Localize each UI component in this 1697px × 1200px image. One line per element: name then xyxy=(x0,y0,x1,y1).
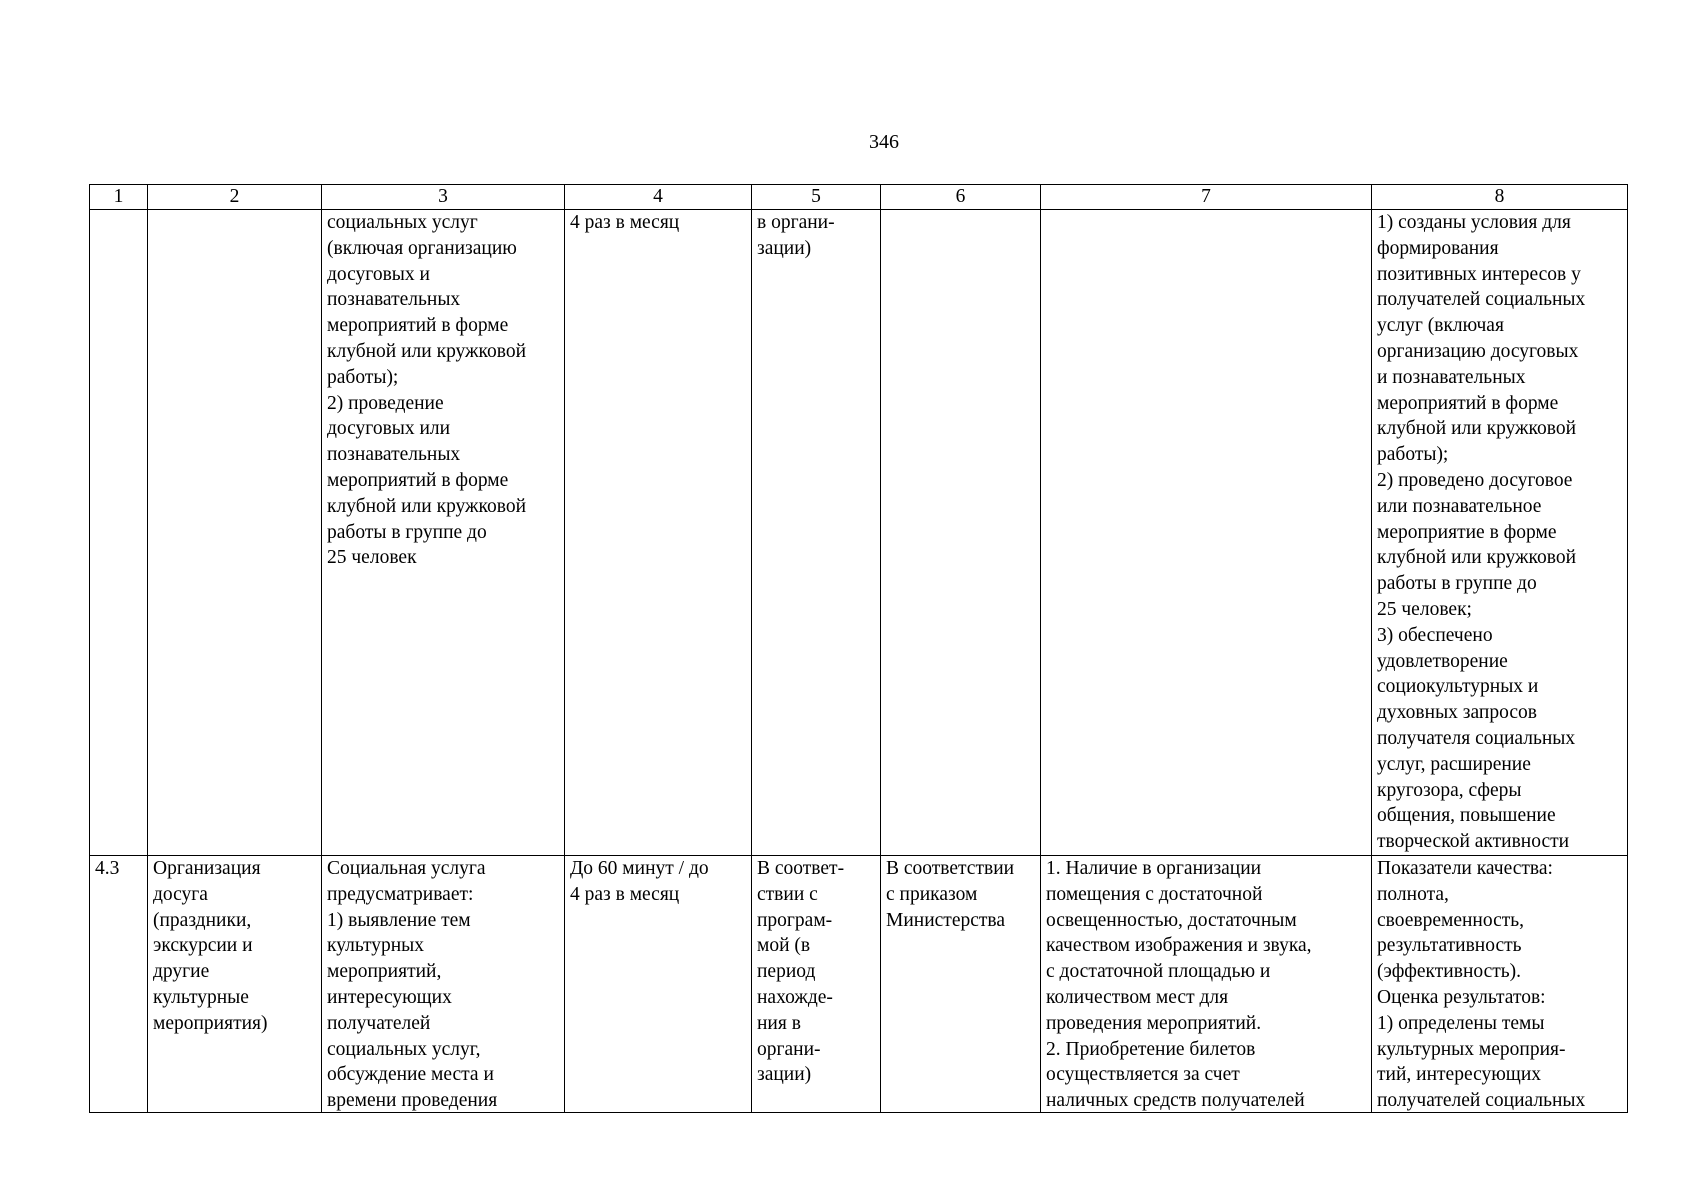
cell-text-line: осуществляется за счет xyxy=(1046,1064,1240,1086)
cell-text-line: период xyxy=(757,961,816,983)
cell-text-line: организацию досуговых xyxy=(1377,340,1579,362)
cell-text-line: качеством изображения и звука, xyxy=(1046,935,1312,957)
cell-text-line: Социальная услуга xyxy=(327,857,486,879)
cell-text-line: До 60 минут / до xyxy=(570,857,709,879)
cell-text-line: досуга xyxy=(153,883,208,905)
cell-text-line: клубной или кружковой xyxy=(327,340,527,362)
cell-text-line: клубной или кружковой xyxy=(327,495,527,517)
cell-text-line: 2) проведено досуговое xyxy=(1377,469,1573,491)
terms-cell xyxy=(752,210,881,856)
conditions-cell xyxy=(1041,855,1372,1112)
cell-text-line: 1) созданы условия для xyxy=(1377,212,1571,233)
cell-text-line: 25 человек; xyxy=(1377,598,1472,620)
cell-text-line: работы); xyxy=(1377,444,1449,466)
cell-text-line: культурных мероприя- xyxy=(1377,1038,1566,1060)
service-description-cell xyxy=(322,210,565,856)
cell-text-line: получателей xyxy=(327,1012,431,1034)
service-name-cell xyxy=(148,210,322,856)
cell-text-line: или познавательное xyxy=(1377,495,1542,517)
cell-text-line: обсуждение места и xyxy=(327,1064,494,1086)
standard-cell xyxy=(881,855,1041,1112)
cell-text-line: зации) xyxy=(757,1064,812,1086)
quality-indicators-cell xyxy=(1372,855,1628,1112)
cell-text-line: зации) xyxy=(757,237,812,259)
cell-text-line: количеством мест для xyxy=(1046,986,1229,1008)
standard-cell xyxy=(881,210,1041,856)
cell-text-line: 4 раз в месяц xyxy=(570,883,680,905)
cell-text-line: ствии с xyxy=(757,883,818,905)
cell-text-line: времени проведения xyxy=(327,1090,498,1112)
cell-text-line: познавательных xyxy=(327,444,461,466)
cell-text-line: В соответствии xyxy=(886,857,1015,879)
cell-text-line: творческой активности xyxy=(1377,831,1570,853)
cell-text-line: мероприятий в форме xyxy=(1377,392,1559,414)
column-header: 7 xyxy=(1041,185,1372,210)
cell-text-line: экскурсии и xyxy=(153,935,253,957)
quality-indicators-cell xyxy=(1372,210,1628,856)
cell-text-line: тий, интересующих xyxy=(1377,1064,1541,1086)
duration-cell xyxy=(565,855,752,1112)
header-row xyxy=(90,185,1628,210)
cell-text-line: ния в xyxy=(757,1012,801,1034)
column-header: 2 xyxy=(148,185,322,210)
cell-text-line: работы в группе до xyxy=(1377,573,1537,595)
cell-text-line: освещенностью, достаточным xyxy=(1046,909,1297,931)
cell-text-line: мероприятие в форме xyxy=(1377,521,1557,543)
terms-cell xyxy=(752,855,881,1112)
cell-text-line: Оценка результатов: xyxy=(1377,986,1546,1008)
cell-text-line: социальных услуг xyxy=(327,212,478,233)
cell-text-line: 4 раз в месяц xyxy=(570,212,680,233)
conditions-cell xyxy=(1041,210,1372,856)
cell-text-line: (праздники, xyxy=(153,909,252,931)
cell-text-line: (эффективность). xyxy=(1377,961,1522,983)
cell-text-line: нахожде- xyxy=(757,986,833,1008)
cell-text-line: познавательных xyxy=(327,289,461,311)
cell-text-line: социальных услуг, xyxy=(327,1038,481,1060)
cell-text-line: досуговых или xyxy=(327,418,451,440)
cell-text-line: социокультурных и xyxy=(1377,676,1539,698)
cell-text-line: с достаточной площадью и xyxy=(1046,961,1271,983)
cell-text-line: 1) определены темы xyxy=(1377,1012,1545,1034)
column-header: 4 xyxy=(565,185,752,210)
cell-text-line: клубной или кружковой xyxy=(1377,547,1577,569)
cell-text-line: предусматривает: xyxy=(327,883,474,905)
number-cell xyxy=(90,855,148,1112)
cell-text-line: Организация xyxy=(153,857,261,879)
cell-text-line: культурных xyxy=(327,935,425,957)
cell-text-line: проведения мероприятий. xyxy=(1046,1012,1262,1034)
service-description-cell xyxy=(322,855,565,1112)
cell-text-line: другие xyxy=(153,961,210,983)
table-row xyxy=(90,210,1628,856)
cell-text-line: 1) выявление тем xyxy=(327,909,471,931)
services-table xyxy=(89,184,1628,1113)
cell-text-line: мероприятий, xyxy=(327,961,442,983)
cell-text-line: В соответ- xyxy=(757,857,845,879)
cell-text-line: 1. Наличие в организации xyxy=(1046,857,1262,879)
cell-text-line: и познавательных xyxy=(1377,366,1526,388)
cell-text-line: своевременность, xyxy=(1377,909,1525,931)
cell-text-line: духовных запросов xyxy=(1377,702,1537,724)
cell-text-line: помещения с достаточной xyxy=(1046,883,1263,905)
cell-text-line: получателя социальных xyxy=(1377,727,1576,749)
cell-text-line: общения, повышение xyxy=(1377,805,1556,827)
column-header: 5 xyxy=(752,185,881,210)
cell-text-line: интересующих xyxy=(327,986,452,1008)
cell-text-line: 4.3 xyxy=(95,857,120,879)
cell-text-line: формирования xyxy=(1377,237,1499,259)
cell-text-line: позитивных интересов у xyxy=(1377,263,1581,285)
cell-text-line: получателей социальных xyxy=(1377,289,1586,311)
column-header: 1 xyxy=(90,185,148,210)
cell-text-line: услуг, расширение xyxy=(1377,753,1531,775)
column-header: 6 xyxy=(881,185,1041,210)
cell-text-line: Министерства xyxy=(886,909,1006,931)
cell-text-line: в органи- xyxy=(757,212,835,233)
cell-text-line: услуг (включая xyxy=(1377,315,1504,337)
cell-text-line: мероприятия) xyxy=(153,1012,268,1034)
cell-text-line: с приказом xyxy=(886,883,978,905)
cell-text-line: (включая организацию xyxy=(327,237,517,259)
cell-text-line: 25 человек xyxy=(327,547,417,569)
cell-text-line: 2) проведение xyxy=(327,392,444,414)
cell-text-line: програм- xyxy=(757,909,833,931)
cell-text-line: 2. Приобретение билетов xyxy=(1046,1038,1256,1060)
cell-text-line: наличных средств получателей xyxy=(1046,1090,1305,1112)
duration-cell xyxy=(565,210,752,856)
cell-text-line: культурные xyxy=(153,986,249,1008)
column-header: 8 xyxy=(1372,185,1628,210)
cell-text-line: 3) обеспечено xyxy=(1377,624,1493,646)
cell-text-line: работы); xyxy=(327,366,399,388)
cell-text-line: клубной или кружковой xyxy=(1377,418,1577,440)
number-cell xyxy=(90,210,148,856)
cell-text-line: удовлетворение xyxy=(1377,650,1508,672)
cell-text-line: Показатели качества: xyxy=(1377,857,1553,879)
column-header: 3 xyxy=(322,185,565,210)
cell-text-line: полнота, xyxy=(1377,883,1449,905)
cell-text-line: работы в группе до xyxy=(327,521,487,543)
cell-text-line: досуговых и xyxy=(327,263,430,285)
cell-text-line: результативность xyxy=(1377,935,1522,957)
cell-text-line: мероприятий в форме xyxy=(327,315,509,337)
table-row xyxy=(90,855,1628,1112)
cell-text-line: мой (в xyxy=(757,935,811,957)
cell-text-line: мероприятий в форме xyxy=(327,469,509,491)
cell-text-line: получателей социальных xyxy=(1377,1090,1586,1112)
cell-text-line: кругозора, сферы xyxy=(1377,779,1522,801)
service-name-cell xyxy=(148,855,322,1112)
cell-text-line: органи- xyxy=(757,1038,821,1060)
page-number: 346 xyxy=(869,131,899,153)
